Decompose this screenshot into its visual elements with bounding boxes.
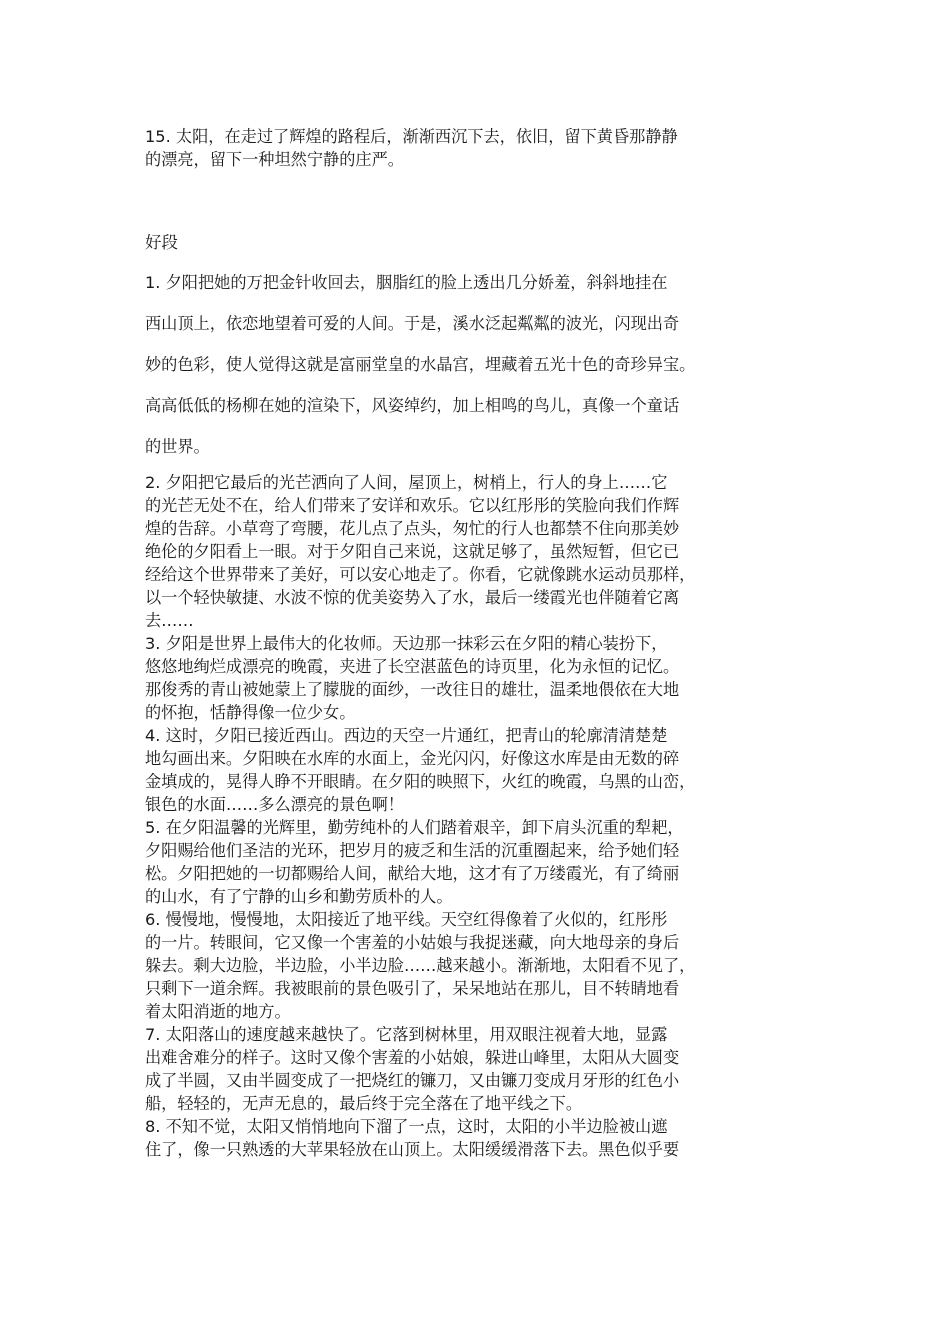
text-line: 5. 在夕阳温馨的光辉里，勤劳纯朴的人们踏着艰辛，卸下肩头沉重的犁耙，: [145, 818, 684, 837]
item-15: [145, 125, 815, 171]
text-line: 西山顶上，依恋地望着可爱的人间。于是，溪水泛起粼粼的波光，闪现出奇: [145, 314, 680, 333]
text-line: 的光芒无处不在，给人们带来了安详和欢乐。它以红彤彤的笑脸向我们作辉: [145, 496, 680, 515]
text-line: 金填成的，晃得人睁不开眼睛。在夕阳的映照下，火红的晚霞，乌黑的山峦，: [145, 772, 696, 791]
text-line: 妙的色彩，使人觉得这就是富丽堂皇的水晶宫，埋藏着五光十色的奇珍异宝。: [145, 355, 696, 374]
text-line: 只剩下一道余辉。我被眼前的景色吸引了，呆呆地站在那儿，目不转睛地看: [145, 979, 680, 998]
text-line: 7. 太阳落山的速度越来越快了。它落到树林里，用双眼注视着大地，显露: [145, 1025, 668, 1044]
text-line: 煌的告辞。小草弯了弯腰，花儿点了点头，匆忙的行人也都禁不住向那美妙: [145, 519, 680, 538]
text-line: 夕阳赐给他们圣洁的光环，把岁月的疲乏和生活的沉重圈起来，给予她们轻: [145, 841, 680, 860]
text-line: 住了，像一只熟透的大苹果轻放在山顶上。太阳缓缓滑落下去。黑色似乎要: [145, 1140, 680, 1159]
text-line: 成了半圆，又由半圆变成了一把烧红的镰刀，又由镰刀变成月牙形的红色小: [145, 1071, 680, 1090]
text-line: 悠悠地绚烂成漂亮的晚霞，夹进了长空湛蓝色的诗页里，化为永恒的记忆。: [145, 657, 680, 676]
text-line: 松。夕阳把她的一切都赐给人间，献给大地，这才有了万缕霞光，有了绮丽: [145, 864, 680, 883]
text-line: 的世界。: [145, 437, 210, 456]
text-line: 15. 太阳，在走过了辉煌的路程后，渐渐西沉下去，依旧，留下黄昏那静静: [145, 127, 678, 146]
text-line: 3. 夕阳是世界上最伟大的化妆师。天边那一抹彩云在夕阳的精心装扮下，: [145, 634, 668, 653]
text-line: 出难舍难分的样子。这时又像个害羞的小姑娘，躲进山峰里，太阳从大圆变: [145, 1048, 680, 1067]
text-line: 的怀抱，恬静得像一位少女。: [145, 703, 356, 722]
text-line: 经给这个世界带来了美好，可以安心地走了。你看，它就像跳水运动员那样，: [145, 565, 696, 584]
text-line: 的一片。转眼间，它又像一个害羞的小姑娘与我捉迷藏，向大地母亲的身后: [145, 933, 680, 952]
text-line: 去……: [145, 611, 194, 630]
text-line: 地勾画出来。夕阳映在水库的水面上，金光闪闪，好像这水库是由无数的碎: [145, 749, 680, 768]
text-line: 6. 慢慢地，慢慢地，太阳接近了地平线。天空红得像着了火似的，红彤彤: [145, 910, 668, 929]
text-line: 躲去。剩大边脸，半边脸，小半边脸……越来越小。渐渐地，太阳看不见了，: [145, 956, 696, 975]
text-line: 8. 不知不觉，太阳又悄悄地向下溜了一点，这时，太阳的小半边脸被山遮: [145, 1117, 668, 1136]
text-line: 高高低低的杨柳在她的渲染下，风姿绰约，加上相鸣的鸟儿，真像一个童话: [145, 396, 680, 415]
paragraph-1: [145, 262, 815, 467]
text-line: 4. 这时，夕阳已接近西山。西边的天空一片通红，把青山的轮廓清清楚楚: [145, 726, 668, 745]
text-line: 着太阳消逝的地方。: [145, 1002, 291, 1021]
text-line: 1. 夕阳把她的万把金针收回去，胭脂红的脸上透出几分娇羞，斜斜地挂在: [145, 273, 668, 292]
text-line: 以一个轻快敏捷、水波不惊的优美姿势入了水，最后一缕霞光也伴随着它离: [145, 588, 680, 607]
text-line: 那俊秀的青山被她蒙上了朦胧的面纱，一改往日的雄壮，温柔地偎依在大地: [145, 680, 680, 699]
section-title: 好段: [145, 233, 178, 252]
text-line: 船，轻轻的，无声无息的，最后终于完全落在了地平线之下。: [145, 1094, 583, 1113]
text-line: 银色的水面……多么漂亮的景色啊！: [145, 795, 404, 814]
text-line: 绝伦的夕阳看上一眼。对于夕阳自己来说，这就足够了，虽然短暂，但它已: [145, 542, 680, 561]
text-line: 的漂亮，留下一种坦然宁静的庄严。: [145, 150, 404, 169]
paragraphs-2-8: [145, 471, 815, 1161]
text-line: 2. 夕阳把它最后的光芒洒向了人间，屋顶上，树梢上，行人的身上……它: [145, 473, 668, 492]
text-line: 的山水，有了宁静的山乡和勤劳质朴的人。: [145, 887, 453, 906]
